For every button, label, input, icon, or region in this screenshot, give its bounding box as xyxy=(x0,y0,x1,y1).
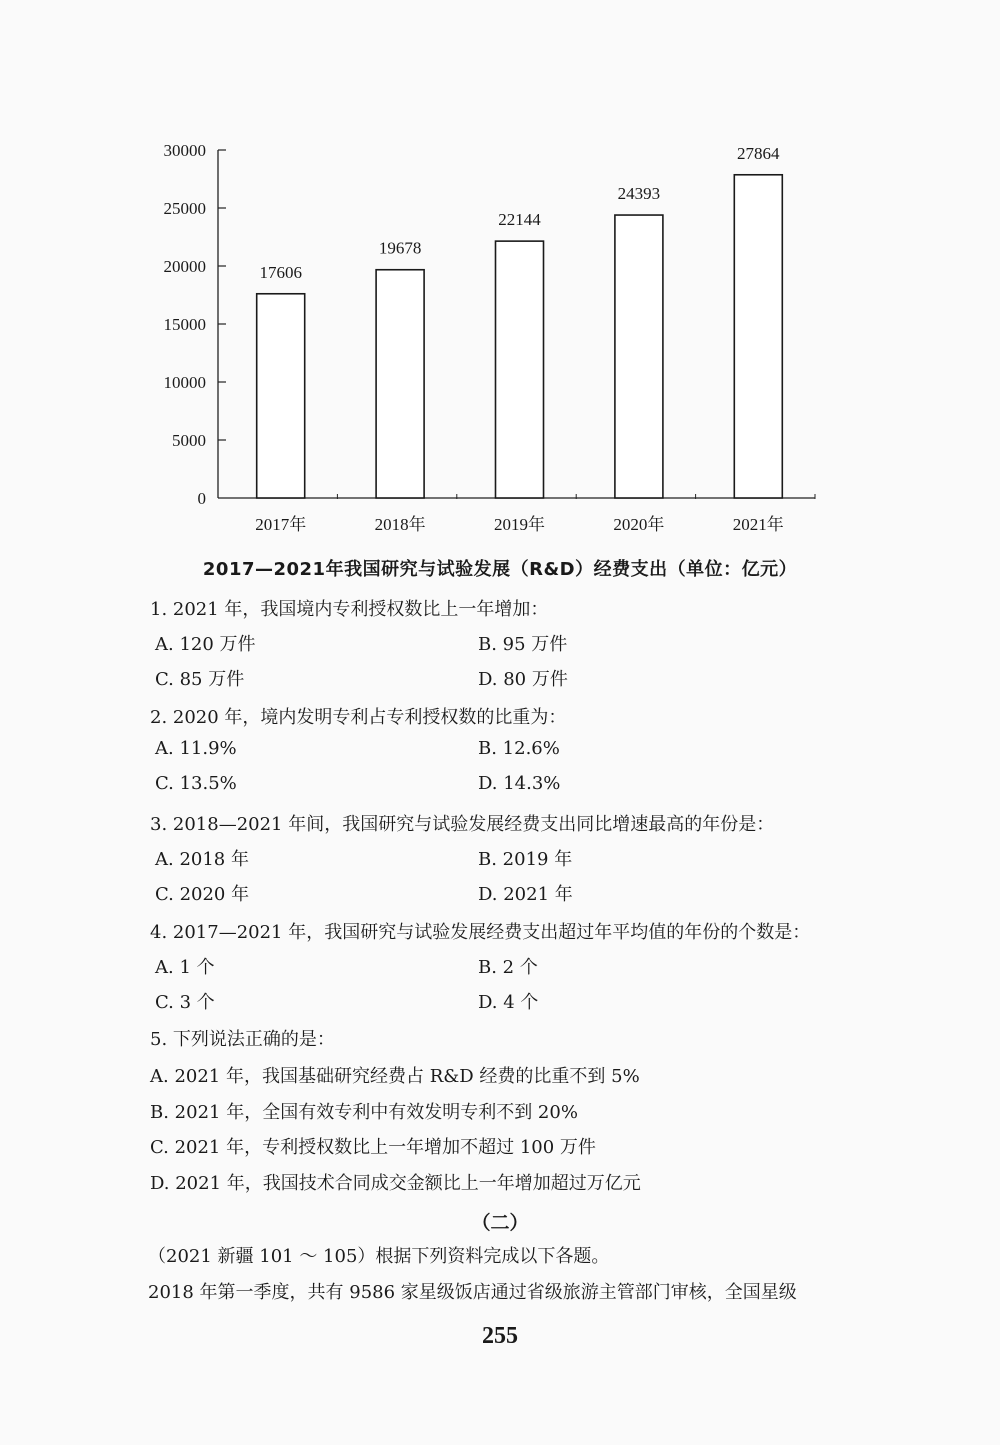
bar-2020年 xyxy=(615,215,663,498)
x-category-label: 2019年 xyxy=(494,515,545,534)
bar-2019年 xyxy=(496,241,544,498)
question-4-option-a: A. 1 个 xyxy=(155,957,215,978)
y-tick-label: 20000 xyxy=(163,257,206,276)
question-5-stem: 5. 下列说法正确的是： xyxy=(150,1029,335,1050)
bar-value-label: 24393 xyxy=(617,184,661,204)
y-tick-label: 10000 xyxy=(163,373,206,392)
y-tick-label: 30000 xyxy=(163,141,206,160)
bar-value-label: 19678 xyxy=(378,238,422,258)
question-5-option-a: A. 2021 年，我国基础研究经费占 R&D 经费的比重不到 5% xyxy=(150,1066,640,1087)
question-4-option-c: C. 3 个 xyxy=(155,992,215,1013)
page-number: 255 xyxy=(482,1323,518,1349)
y-tick-label: 15000 xyxy=(163,315,206,334)
bar-2018年 xyxy=(376,270,424,498)
x-category-label: 2018年 xyxy=(374,515,426,534)
question-5-option-c: C. 2021 年，专利授权数比上一年增加不超过 100 万件 xyxy=(150,1137,596,1158)
section-heading: （二） xyxy=(471,1212,529,1234)
rd-expenditure-bar-chart xyxy=(0,0,1000,545)
bar-value-label: 22144 xyxy=(498,210,541,230)
y-axis xyxy=(164,141,227,508)
bar-2017年 xyxy=(257,294,305,498)
question-3-stem: 3. 2018—2021 年间，我国研究与试验发展经费支出同比增速最高的年份是： xyxy=(150,814,775,835)
question-1-option-d: D. 80 万件 xyxy=(478,669,568,690)
x-category-label: 2021年 xyxy=(732,515,784,534)
question-5-option-b: B. 2021 年，全国有效专利中有效发明专利不到 20% xyxy=(150,1102,578,1123)
question-4-option-d: D. 4 个 xyxy=(478,992,539,1013)
question-1-option-a: A. 120 万件 xyxy=(155,634,256,655)
x-axis xyxy=(218,494,815,534)
chart-caption: 2017—2021年我国研究与试验发展（R&D）经费支出（单位：亿元） xyxy=(202,559,798,580)
y-tick-label: 0 xyxy=(197,489,206,508)
question-3-option-b: B. 2019 年 xyxy=(478,849,573,870)
question-4-stem: 4. 2017—2021 年，我国研究与试验发展经费支出超过年平均值的年份的个数是： xyxy=(150,922,811,943)
x-category-label: 2020年 xyxy=(613,515,665,534)
y-tick-label: 25000 xyxy=(163,199,206,218)
question-2-stem: 2. 2020 年，境内发明专利占专利授权数的比重为： xyxy=(150,707,567,728)
question-1-option-c: C. 85 万件 xyxy=(155,669,245,690)
section-text: 2018 年第一季度，共有 9586 家星级饭店通过省级旅游主管部门审核，全国星级 xyxy=(148,1282,797,1303)
question-2-option-a: A. 11.9% xyxy=(155,738,237,759)
question-2-option-b: B. 12.6% xyxy=(478,738,560,759)
question-3-option-d: D. 2021 年 xyxy=(478,884,573,905)
question-2-option-c: C. 13.5% xyxy=(155,773,237,794)
bar-2021年 xyxy=(734,175,782,498)
y-tick-label: 5000 xyxy=(172,431,206,450)
question-1-option-b: B. 95 万件 xyxy=(478,634,568,655)
question-3-option-c: C. 2020 年 xyxy=(155,884,250,905)
question-1-stem: 1. 2021 年，我国境内专利授权数比上一年增加： xyxy=(150,599,549,620)
question-4-option-b: B. 2 个 xyxy=(478,957,538,978)
section-intro: （2021 新疆 101 ～ 105）根据下列资料完成以下各题。 xyxy=(148,1246,610,1267)
bar-value-label: 17606 xyxy=(259,262,302,282)
question-2-option-d: D. 14.3% xyxy=(478,773,561,794)
question-5-option-d: D. 2021 年，我国技术合同成交金额比上一年增加超过万亿元 xyxy=(150,1173,641,1194)
question-3-option-a: A. 2018 年 xyxy=(155,849,249,870)
bars xyxy=(257,144,783,498)
x-category-label: 2017年 xyxy=(255,515,307,534)
bar-value-label: 27864 xyxy=(737,143,780,163)
